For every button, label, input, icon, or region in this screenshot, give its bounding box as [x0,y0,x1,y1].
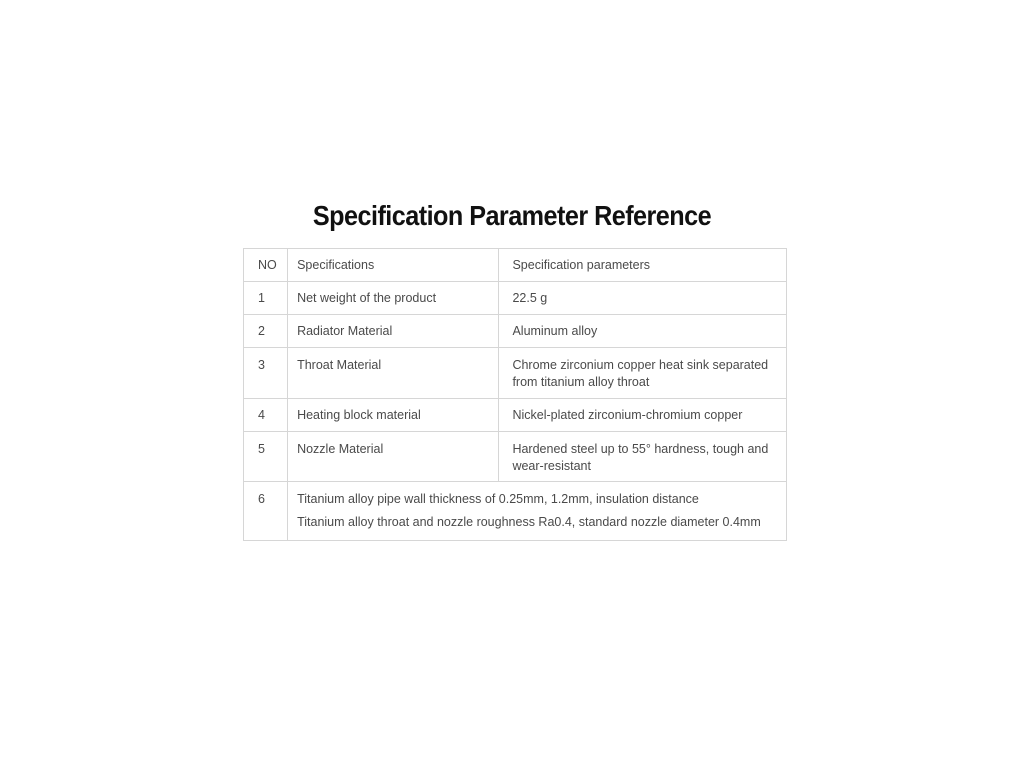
table-row [244,399,787,432]
table-row [244,482,787,541]
row-spec: Net weight of the product [288,282,499,315]
row-description-line: Titanium alloy pipe wall thickness of 0.25mm, 1.2mm, insulation distance [297,492,699,506]
row-spec: Heating block material [288,399,499,432]
table-row [244,432,787,482]
table-row [244,348,787,399]
header-no: NO [244,249,288,282]
row-param: Nickel-plated zirconium-chromium copper [499,399,787,432]
table-row [244,282,787,315]
spec-table [243,248,787,541]
table-header-row [244,249,787,282]
row-spec: Radiator Material [288,315,499,348]
row-description-line: Titanium alloy throat and nozzle roughness Ra0.4, standard nozzle diameter 0.4mm [297,515,761,529]
row-param-line: wear-resistant [512,459,591,473]
row-no: 6 [244,482,288,541]
row-no: 3 [244,348,288,399]
row-param: Aluminum alloy [499,315,787,348]
row-param [499,348,787,399]
row-merged-description [288,482,787,541]
row-spec: Nozzle Material [288,432,499,482]
header-specification-parameters: Specification parameters [499,249,787,282]
row-spec: Throat Material [288,348,499,399]
row-no: 5 [244,432,288,482]
row-no: 2 [244,315,288,348]
row-param: 22.5 g [499,282,787,315]
row-param-line: from titanium alloy throat [512,375,650,389]
row-param-line: Hardened steel up to 55° hardness, tough and [512,442,769,456]
header-specifications: Specifications [288,249,499,282]
table-row [244,315,787,348]
row-no: 4 [244,399,288,432]
row-param [499,432,787,482]
row-no: 1 [244,282,288,315]
row-param-line: Chrome zirconium copper heat sink separated [512,358,769,372]
page-title: Specification Parameter Reference [312,200,712,231]
